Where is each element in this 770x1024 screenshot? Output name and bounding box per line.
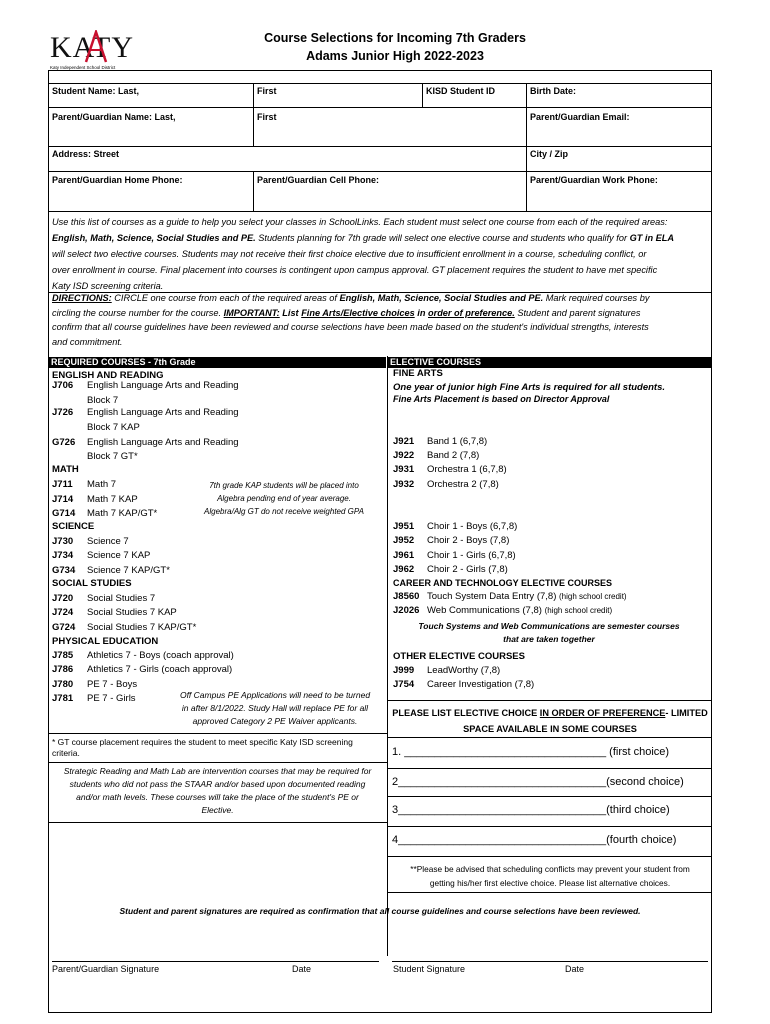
course-name: Social Studies 7 (87, 593, 156, 604)
note-line: in after 8/1/2022. Study Hall will replace PE for all (181, 703, 369, 713)
course-name: Math 7 (87, 479, 117, 490)
course-code[interactable]: J785 (52, 650, 74, 661)
course-name: Science 7 (87, 536, 129, 547)
course-name (427, 591, 627, 602)
logo-text: KATY (50, 31, 134, 64)
math-note (186, 479, 382, 518)
course-name: English Language Arts and Reading (87, 380, 239, 391)
course-sub: Block 7 (87, 395, 119, 406)
course-name: PE 7 - Boys (87, 679, 138, 690)
course-name: Athletics 7 - Girls (coach approval) (87, 664, 233, 675)
course-code[interactable]: J922 (393, 450, 415, 461)
course-code[interactable]: G726 (52, 437, 76, 448)
home-phone-field[interactable]: Parent/Guardian Home Phone: (52, 175, 183, 185)
course-name: Choir 1 - Boys (6,7,8) (427, 521, 518, 532)
gt-note-line1: * GT course placement requires the student to meet specific Katy ISD screening (52, 737, 353, 747)
parent-signature-line[interactable] (52, 961, 379, 962)
pe-note (168, 689, 382, 728)
course-name: Math 7 KAP/GT* (87, 508, 158, 519)
logo-subtitle: Katy Independent School District (50, 65, 116, 70)
fine-arts-note-line1: One year of junior high Fine Arts is required for all students. (393, 382, 666, 393)
note-line: and/or math levels. These courses will take the place of the student's PE or (76, 792, 359, 802)
pe-section-title: PHYSICAL EDUCATION (52, 636, 159, 647)
course-name: Math 7 KAP (87, 494, 138, 505)
course-code[interactable]: J961 (393, 550, 415, 561)
signature-statement: Student and parent signatures are required as confirmation that all course guidelines and course selections have been reviewed. (119, 906, 641, 916)
note-line: Touch Systems and Web Communications are semester courses (418, 621, 680, 631)
course-code[interactable]: J734 (52, 550, 74, 561)
heading-underlined: IN ORDER OF PREFERENCE (539, 708, 666, 718)
student-first-name-field[interactable]: First (257, 86, 277, 96)
course-name: Social Studies 7 KAP/GT* (87, 622, 197, 633)
course-code[interactable]: J931 (393, 464, 415, 475)
intervention-note (49, 765, 386, 817)
elective-choice-4[interactable]: 4__________________________________(fourth choice) (392, 834, 677, 846)
directions-bold: order of preference. (428, 307, 515, 318)
note-line: students who did not pass the STAAR and/or based upon documented reading (69, 779, 366, 789)
note-line: Strategic Reading and Math Lab are intervention courses that may be required for (63, 766, 372, 776)
course-code[interactable]: J720 (52, 593, 74, 604)
directions-line (52, 306, 710, 321)
course-name-text: Web Communications (7,8) (427, 605, 542, 616)
course-name: Science 7 KAP (87, 550, 151, 561)
scheduling-advisory (388, 862, 712, 890)
elective-courses-header: ELECTIVE COURSES (388, 357, 711, 368)
intro-line: Katy ISD screening criteria. (52, 281, 164, 291)
directions-paragraph (52, 291, 710, 349)
social-studies-section-title: SOCIAL STUDIES (52, 578, 132, 589)
math-section-title: MATH (52, 464, 79, 475)
note-line: approved Category 2 PE Waiver applicants. (192, 716, 358, 726)
directions-line: and commitment. (52, 336, 123, 347)
student-signature-label: Student Signature (393, 964, 466, 974)
directions-bold: IMPORTANT: (223, 307, 280, 318)
course-code[interactable]: J724 (52, 607, 74, 618)
course-name: English Language Arts and Reading (87, 407, 239, 418)
elective-choice-3[interactable]: 3__________________________________(third choice) (392, 804, 670, 816)
course-name: PE 7 - Girls (87, 693, 136, 704)
work-phone-field[interactable]: Parent/Guardian Work Phone: (530, 175, 658, 185)
ela-section-title: ENGLISH AND READING (52, 370, 164, 381)
course-code[interactable]: J921 (393, 436, 415, 447)
intro-text: Students planning for 7th grade will select one elective course and students who qualify for (255, 233, 630, 243)
intro-bold: English, Math, Science, Social Studies and PE. (52, 233, 256, 243)
course-name: Career Investigation (7,8) (427, 679, 535, 690)
course-code[interactable]: J8560 (393, 591, 420, 602)
guardian-name-field[interactable]: Parent/Guardian Name: Last, (52, 112, 176, 122)
heading-text: PLEASE LIST ELECTIVE CHOICE (392, 708, 540, 718)
course-code[interactable]: J2026 (393, 605, 420, 616)
note-line: 7th grade KAP students will be placed into (209, 481, 359, 490)
page-title-line1: Course Selections for Incoming 7th Graders (264, 31, 526, 45)
course-code[interactable]: J952 (393, 535, 415, 546)
directions-text: Student and parent signatures (514, 307, 641, 318)
gt-note-line2: criteria. (52, 748, 80, 758)
intro-bold: GT in ELA (629, 233, 674, 243)
directions-line: confirm that all course guidelines have been reviewed and course selections have been made based on the student's individual strengths, interests (52, 322, 649, 332)
address-field[interactable]: Address: Street (52, 149, 120, 159)
course-name: Orchestra 2 (7,8) (427, 479, 499, 490)
cell-phone-field[interactable]: Parent/Guardian Cell Phone: (257, 175, 380, 185)
guardian-email-field[interactable]: Parent/Guardian Email: (530, 112, 630, 122)
page-title-line2: Adams Junior High 2022-2023 (306, 49, 484, 63)
course-name: Band 1 (6,7,8) (427, 436, 488, 447)
course-name: Social Studies 7 KAP (87, 607, 177, 618)
other-electives-section-title: OTHER ELECTIVE COURSES (393, 651, 525, 662)
guardian-first-name-field[interactable]: First (257, 112, 277, 122)
course-name: Choir 2 - Boys (7,8) (427, 535, 510, 546)
directions-label: DIRECTIONS: (52, 293, 112, 303)
cte-note (388, 620, 710, 646)
directions-bold: in (414, 307, 428, 318)
course-credit: (high school credit) (544, 606, 613, 615)
preference-heading-line: SPACE AVAILABLE IN SOME COURSES (463, 724, 637, 734)
elective-choice-1[interactable]: 1. _________________________________ (first choice) (392, 746, 670, 758)
course-code[interactable]: J786 (52, 664, 74, 675)
directions-bold: List (279, 307, 302, 318)
course-name: Band 2 (7,8) (427, 450, 480, 461)
student-signature-line[interactable] (392, 961, 708, 962)
fine-arts-section-title: FINE ARTS (393, 368, 443, 379)
parent-signature-label: Parent/Guardian Signature (52, 964, 160, 974)
course-code[interactable]: G714 (52, 508, 76, 519)
course-name: Athletics 7 - Boys (coach approval) (87, 650, 234, 661)
course-sub: Block 7 KAP (87, 422, 140, 433)
intro-paragraph (52, 214, 708, 294)
directions-text: Mark required courses by (543, 293, 650, 303)
course-name (427, 605, 612, 616)
kisd-student-id-field[interactable]: KISD Student ID (426, 86, 495, 96)
course-name: Choir 2 - Girls (7,8) (427, 564, 508, 575)
course-name: Science 7 KAP/GT* (87, 565, 170, 576)
fine-arts-note-line2: Fine Arts Placement is based on Director Approval (393, 394, 610, 404)
intro-line: over enrollment in course. Final placement into courses is contingent upon campus approval. GT placement requires the student to have met specific (52, 265, 658, 275)
intro-line (52, 230, 708, 246)
course-code[interactable]: J932 (393, 479, 415, 490)
course-code[interactable]: J711 (52, 479, 73, 490)
course-name: LeadWorthy (7,8) (427, 665, 501, 676)
course-code[interactable]: J726 (52, 407, 74, 418)
directions-text: circling the course number for the course. (52, 307, 224, 318)
note-line: Off Campus PE Applications will need to be turned (179, 690, 371, 700)
course-code[interactable]: J706 (52, 380, 74, 391)
intro-line: Use this list of courses as a guide to help you select your classes in SchoolLinks. Each student must select one course from each of the required areas: (52, 217, 668, 227)
course-code[interactable]: G724 (52, 622, 76, 633)
note-line: that are taken together (503, 634, 595, 644)
birth-date-field[interactable]: Birth Date: (530, 86, 577, 96)
intro-line: will select two elective courses. Students may not receive their first choice elective due to insufficient enrollment in a course, scheduling conflict, or (52, 249, 647, 259)
required-courses-header: REQUIRED COURSES - 7th Grade (49, 357, 386, 368)
student-date-label: Date (565, 964, 585, 974)
course-credit: (high school credit) (559, 592, 627, 601)
course-sub: Block 7 GT* (87, 451, 138, 462)
directions-line (52, 291, 710, 306)
course-code[interactable]: J951 (393, 521, 415, 532)
note-line: Algebra/Alg GT do not receive weighted GPA (204, 507, 364, 516)
course-code[interactable]: J754 (393, 679, 415, 690)
directions-bold: Fine Arts/Elective choices (301, 307, 415, 318)
course-code[interactable]: J730 (52, 536, 74, 547)
course-name: Choir 1 - Girls (6,7,8) (427, 550, 516, 561)
science-section-title: SCIENCE (52, 521, 95, 532)
note-line: Elective. (201, 805, 234, 815)
advisory-line: getting his/her first elective choice. Please list alternative choices. (429, 878, 671, 888)
course-code[interactable]: J999 (393, 665, 415, 676)
course-name: English Language Arts and Reading (87, 437, 239, 448)
elective-choice-2[interactable]: 2__________________________________(second choice) (392, 776, 684, 788)
city-zip-field[interactable]: City / Zip (530, 149, 568, 159)
course-code[interactable]: J714 (52, 494, 74, 505)
student-name-field[interactable]: Student Name: Last, (52, 86, 140, 96)
preference-heading (388, 705, 712, 737)
course-code[interactable]: J962 (393, 564, 415, 575)
parent-date-label: Date (292, 964, 312, 974)
course-name: Orchestra 1 (6,7,8) (427, 464, 507, 475)
cte-section-title: CAREER AND TECHNOLOGY ELECTIVE COURSES (393, 578, 613, 588)
course-code[interactable]: G734 (52, 565, 76, 576)
course-code[interactable]: J780 (52, 679, 74, 690)
note-line: Algebra pending end of year average. (217, 494, 351, 503)
advisory-line: **Please be advised that scheduling conflicts may prevent your student from (410, 864, 690, 874)
directions-text: CIRCLE one course from each of the required areas of (111, 293, 340, 303)
course-name-text: Touch System Data Entry (7,8) (427, 591, 557, 602)
directions-bold: English, Math, Science, Social Studies and PE. (339, 293, 544, 303)
course-code[interactable]: J781 (52, 693, 74, 704)
preference-heading-line (388, 705, 712, 721)
heading-text: - LIMITED (665, 708, 708, 718)
